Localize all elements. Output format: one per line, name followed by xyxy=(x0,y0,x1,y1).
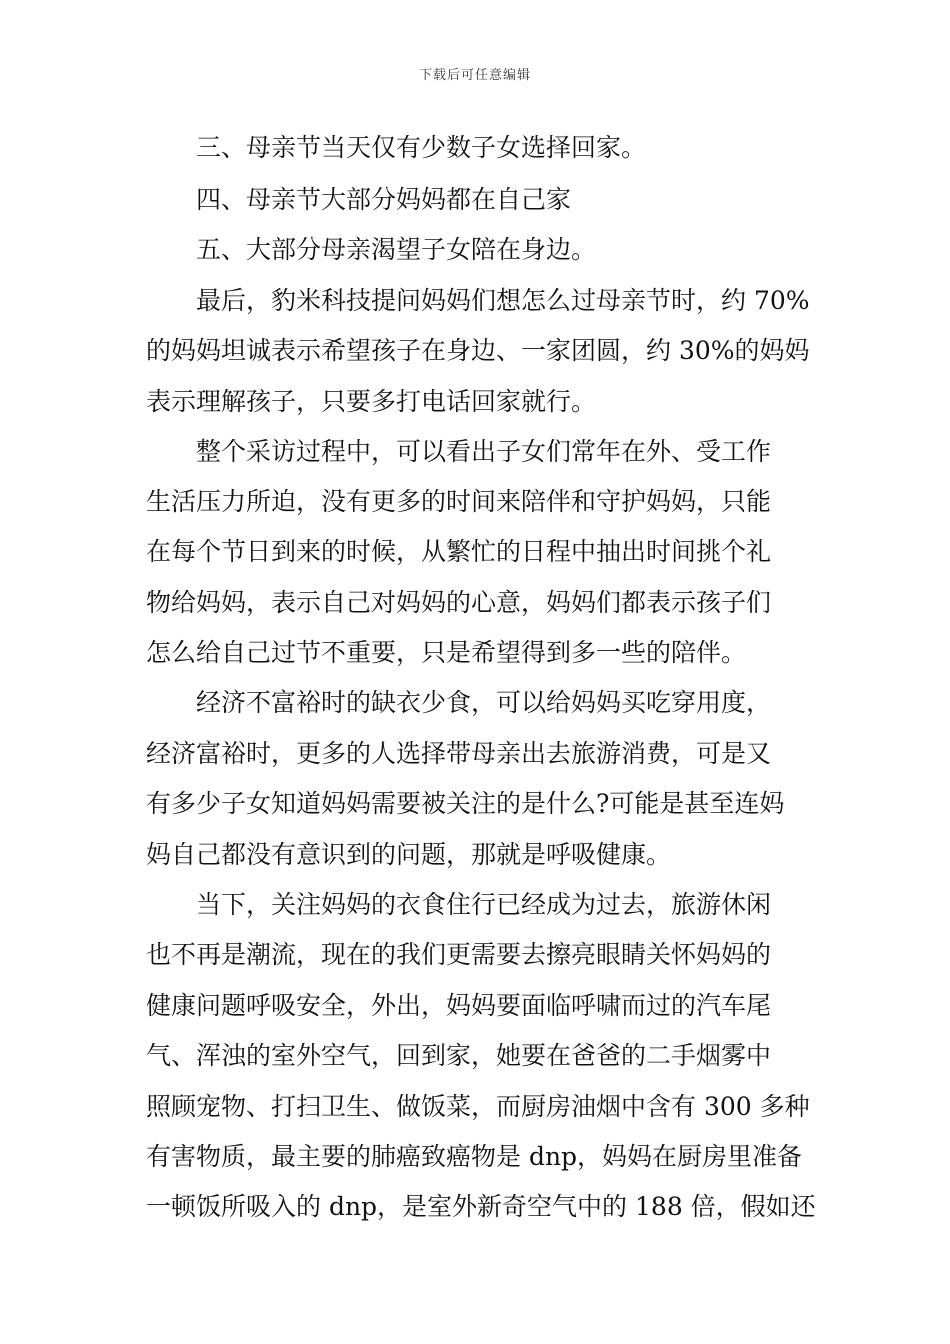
text-line: 照顾宠物、打扫卫生、做饭菜，而厨房油烟中含有 300 多种 xyxy=(146,1092,810,1121)
text-line: 生活压力所迫，没有更多的时间来陪伴和守护妈妈，只能 xyxy=(146,487,772,516)
text-line: 物给妈妈，表示自己对妈妈的心意，妈妈们都表示孩子们 xyxy=(146,588,772,617)
text-line: 在每个节日到来的时候，从繁忙的日程中抽出时间挑个礼 xyxy=(146,537,772,566)
page-header: 下载后可任意编辑 xyxy=(418,68,531,83)
text-line: 怎么给自己过节不重要，只是希望得到多一些的陪伴。 xyxy=(146,638,747,667)
text-line: 经济不富裕时的缺衣少食，可以给妈妈买吃穿用度， xyxy=(196,688,772,717)
text-line: 当下，关注妈妈的衣食住行已经成为过去，旅游休闲 xyxy=(196,890,772,919)
text-line: 五、大部分母亲渴望子女陪在身边。 xyxy=(196,235,597,264)
text-line: 健康问题呼吸安全，外出，妈妈要面临呼啸而过的汽车尾 xyxy=(146,991,772,1020)
text-line: 整个采访过程中，可以看出子女们常年在外、受工作 xyxy=(196,437,772,466)
text-line: 经济富裕时，更多的人选择带母亲出去旅游消费，可是又 xyxy=(146,739,772,768)
text-line: 最后，豹米科技提问妈妈们想怎么过母亲节时，约 70% xyxy=(196,286,810,315)
text-line: 表示理解孩子，只要多打电话回家就行。 xyxy=(146,387,597,416)
text-line: 四、母亲节大部分妈妈都在自己家 xyxy=(196,185,572,214)
text-line: 的妈妈坦诚表示希望孩子在身边、一家团圆，约 30%的妈妈 xyxy=(146,336,810,365)
text-line: 一顿饭所吸入的 dnp，是室外新奇空气中的 188 倍，假如还 xyxy=(146,1192,816,1221)
text-line: 三、母亲节当天仅有少数子女选择回家。 xyxy=(196,133,647,162)
text-line: 气、浑浊的室外空气，回到家，她要在爸爸的二手烟雾中 xyxy=(146,1041,772,1070)
text-line: 妈自己都没有意识到的问题，那就是呼吸健康。 xyxy=(146,840,672,869)
text-line: 有害物质，最主要的肺癌致癌物是 dnp，妈妈在厨房里准备 xyxy=(146,1142,803,1171)
text-line: 也不再是潮流，现在的我们更需要去擦亮眼睛关怀妈妈的 xyxy=(146,940,772,969)
text-line: 有多少子女知道妈妈需要被关注的是什么?可能是甚至连妈 xyxy=(146,789,785,818)
